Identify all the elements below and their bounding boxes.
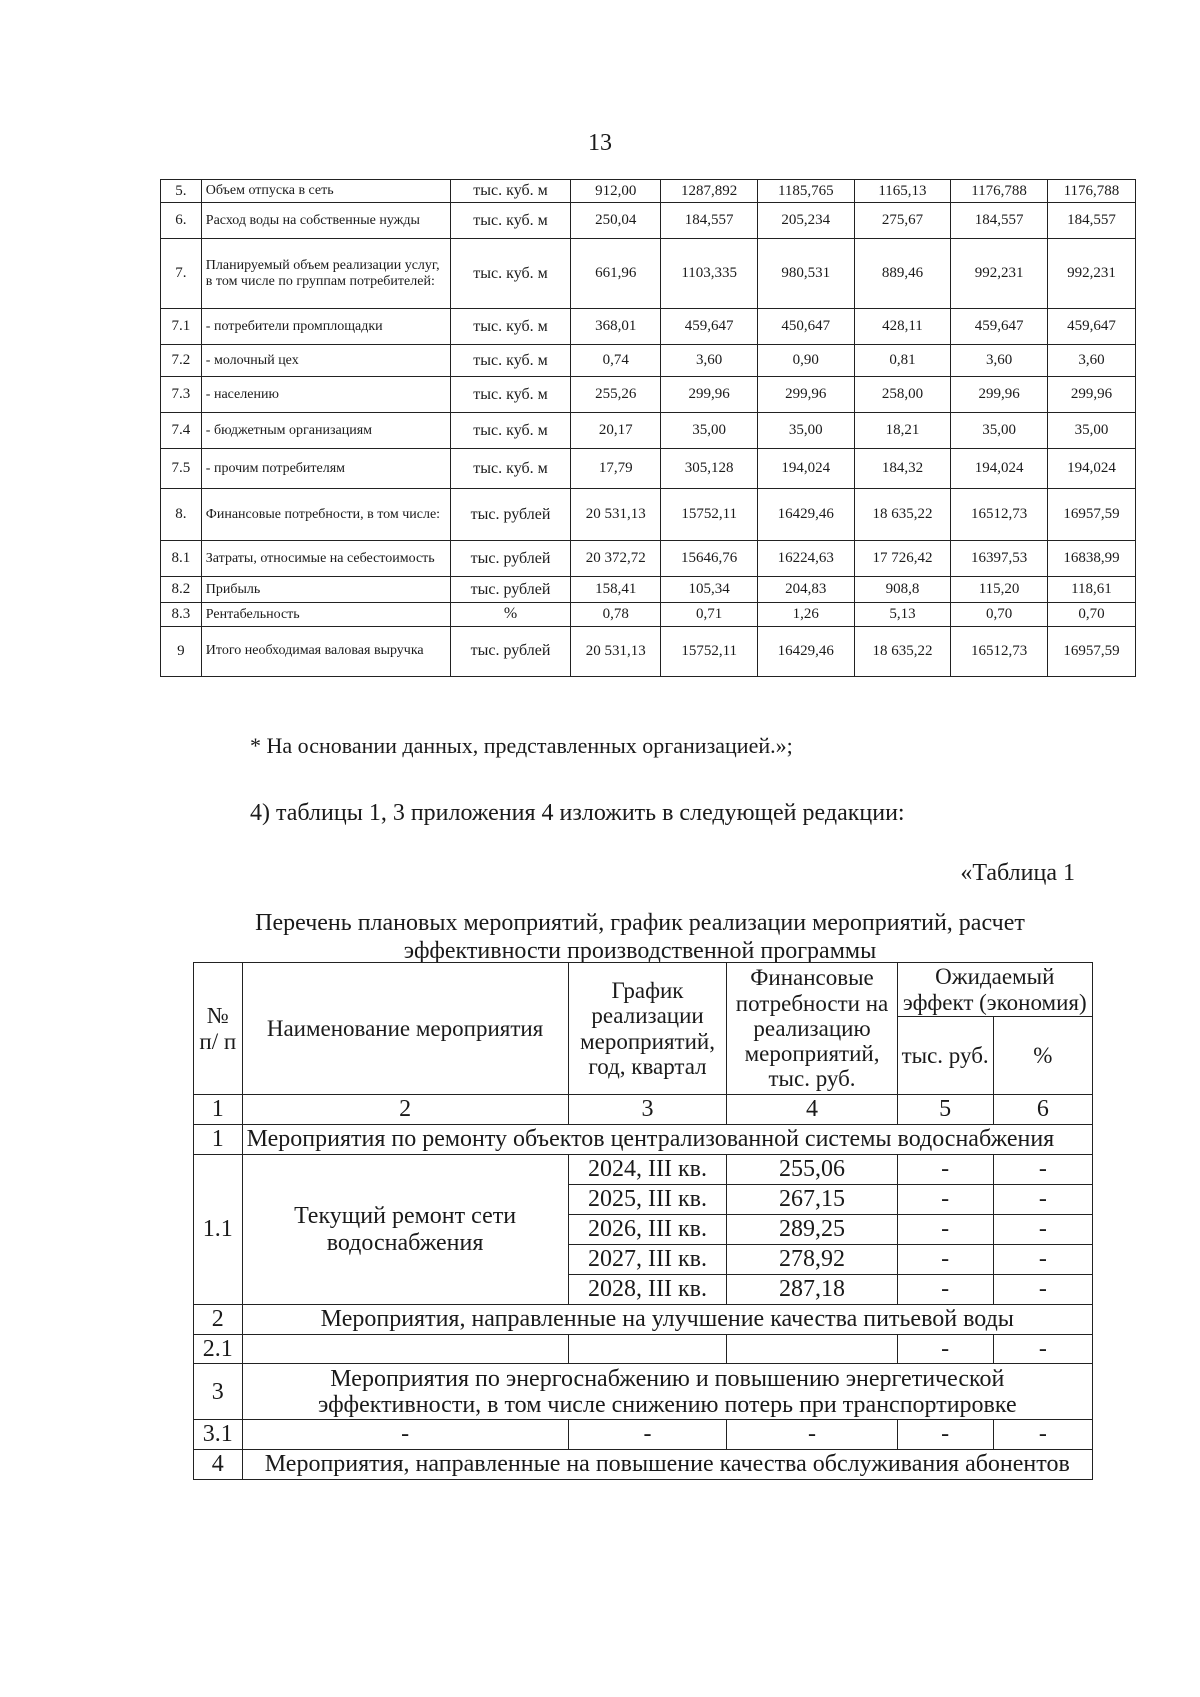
row-value: 0,78: [571, 603, 661, 626]
row-value: 0,70: [951, 603, 1048, 626]
row-index: 6.: [161, 203, 202, 239]
row-value: 16512,73: [951, 626, 1048, 676]
row-index: 7.: [161, 239, 202, 309]
row-value: 1176,788: [951, 180, 1048, 203]
row-value: 5,13: [854, 603, 951, 626]
row-value: 35,00: [951, 413, 1048, 449]
row-value: 115,20: [951, 577, 1048, 603]
row-value: 194,024: [757, 449, 854, 489]
item-amount: 267,15: [727, 1185, 897, 1215]
item-effect-rub: -: [897, 1155, 993, 1185]
col-number: 1: [194, 1095, 243, 1125]
item-effect-rub: -: [897, 1185, 993, 1215]
row-value: 118,61: [1047, 577, 1135, 603]
row-value: 194,024: [1047, 449, 1135, 489]
row-value: 912,00: [571, 180, 661, 203]
item-period: 2026, III кв.: [568, 1215, 727, 1245]
item-name: [242, 1335, 568, 1364]
item-effect-rub: -: [897, 1215, 993, 1245]
financial-row: [161, 449, 1136, 489]
row-value: 1176,788: [1047, 180, 1135, 203]
row-value: 992,231: [951, 239, 1048, 309]
row-value: 184,557: [661, 203, 758, 239]
section-row: [194, 1364, 1093, 1420]
row-value: 992,231: [1047, 239, 1135, 309]
item-period: -: [568, 1420, 727, 1449]
row-value: 299,96: [757, 377, 854, 413]
item-amount: 289,25: [727, 1215, 897, 1245]
row-value: 158,41: [571, 577, 661, 603]
item-effect-pct: -: [993, 1335, 1092, 1364]
item-num: 3.1: [194, 1420, 243, 1449]
row-index: 8.3: [161, 603, 202, 626]
row-value: 250,04: [571, 203, 661, 239]
table-label: «Таблица 1: [960, 860, 1075, 886]
row-value: 205,234: [757, 203, 854, 239]
financial-row: [161, 413, 1136, 449]
item-row: [194, 1420, 1093, 1449]
row-index: 7.2: [161, 345, 202, 377]
row-value: 275,67: [854, 203, 951, 239]
table-title: Перечень плановых мероприятий, график реализации мероприятий, расчет эффективности производственной программы: [255, 910, 1025, 964]
instruction-text: 4) таблицы 1, 3 приложения 4 изложить в следующей редакции:: [250, 800, 905, 826]
financial-table: [160, 179, 1136, 677]
header-effect: Ожидаемый эффект (экономия): [897, 963, 1092, 1017]
measures-table: [193, 962, 1093, 1480]
footnote: * На основании данных, представленных организацией.»;: [250, 733, 793, 758]
row-value: 204,83: [757, 577, 854, 603]
item-amount: [727, 1335, 897, 1364]
row-value: 980,531: [757, 239, 854, 309]
header-schedule: График реализации мероприятий, год, квартал: [568, 963, 727, 1095]
row-unit: тыс. куб. м: [450, 345, 570, 377]
financial-row: [161, 626, 1136, 676]
item-amount: 278,92: [727, 1245, 897, 1275]
item-effect-rub: -: [897, 1245, 993, 1275]
row-index: 7.3: [161, 377, 202, 413]
row-value: 17 726,42: [854, 541, 951, 577]
row-name: Прибыль: [201, 577, 450, 603]
financial-row: [161, 345, 1136, 377]
row-value: 1185,765: [757, 180, 854, 203]
row-index: 8.: [161, 489, 202, 541]
row-index: 5.: [161, 180, 202, 203]
section-title: Мероприятия по энергоснабжению и повышению энергетической эффективности, в том числе снижению потерь при транспортировке: [242, 1364, 1092, 1420]
row-index: 9: [161, 626, 202, 676]
row-value: 16429,46: [757, 489, 854, 541]
item-name: -: [242, 1420, 568, 1449]
row-value: 194,024: [951, 449, 1048, 489]
col-number: 3: [568, 1095, 727, 1125]
row-value: 35,00: [661, 413, 758, 449]
financial-row: [161, 377, 1136, 413]
row-value: 15646,76: [661, 541, 758, 577]
section-title: Мероприятия по ремонту объектов централизованной системы водоснабжения: [242, 1125, 1092, 1155]
item-period: 2027, III кв.: [568, 1245, 727, 1275]
row-index: 7.1: [161, 309, 202, 345]
row-value: 16957,59: [1047, 626, 1135, 676]
row-name: - молочный цех: [201, 345, 450, 377]
row-name: Объем отпуска в сеть: [201, 180, 450, 203]
row-value: 3,60: [1047, 345, 1135, 377]
section-num: 2: [194, 1305, 243, 1335]
header-num: № п/ п: [194, 963, 243, 1095]
row-index: 8.2: [161, 577, 202, 603]
row-index: 7.5: [161, 449, 202, 489]
row-value: 0,90: [757, 345, 854, 377]
col-number: 6: [993, 1095, 1092, 1125]
row-unit: тыс. рублей: [450, 577, 570, 603]
item-period: 2024, III кв.: [568, 1155, 727, 1185]
row-value: 105,34: [661, 577, 758, 603]
row-value: 0,71: [661, 603, 758, 626]
row-value: 661,96: [571, 239, 661, 309]
row-value: 18,21: [854, 413, 951, 449]
row-name: Рентабельность: [201, 603, 450, 626]
row-value: 184,32: [854, 449, 951, 489]
row-value: 16512,73: [951, 489, 1048, 541]
col-number: 4: [727, 1095, 897, 1125]
row-unit: тыс. куб. м: [450, 377, 570, 413]
row-value: 459,647: [951, 309, 1048, 345]
row-value: 16429,46: [757, 626, 854, 676]
row-unit: тыс. куб. м: [450, 180, 570, 203]
row-value: 184,557: [1047, 203, 1135, 239]
row-value: 20 372,72: [571, 541, 661, 577]
row-index: 7.4: [161, 413, 202, 449]
row-value: 16957,59: [1047, 489, 1135, 541]
item-effect-pct: -: [993, 1155, 1092, 1185]
row-value: 889,46: [854, 239, 951, 309]
row-unit: тыс. куб. м: [450, 239, 570, 309]
item-num: 2.1: [194, 1335, 243, 1364]
item-period: [568, 1335, 727, 1364]
section-num: 1: [194, 1125, 243, 1155]
row-value: 908,8: [854, 577, 951, 603]
row-unit: тыс. рублей: [450, 489, 570, 541]
row-name: Расход воды на собственные нужды: [201, 203, 450, 239]
header-finance: Финансовые потребности на реализацию мероприятий, тыс. руб.: [727, 963, 897, 1095]
financial-row: [161, 180, 1136, 203]
item-row: [194, 1335, 1093, 1364]
row-name: - бюджетным организациям: [201, 413, 450, 449]
row-value: 258,00: [854, 377, 951, 413]
row-value: 459,647: [1047, 309, 1135, 345]
item-effect-pct: -: [993, 1215, 1092, 1245]
item-num: 1.1: [194, 1155, 243, 1305]
row-unit: %: [450, 603, 570, 626]
row-value: 16397,53: [951, 541, 1048, 577]
item-amount: 287,18: [727, 1275, 897, 1305]
row-value: 18 635,22: [854, 489, 951, 541]
row-index: 8.1: [161, 541, 202, 577]
section-row: [194, 1305, 1093, 1335]
section-title: Мероприятия, направленные на повышение качества обслуживания абонентов: [242, 1449, 1092, 1479]
financial-row: [161, 239, 1136, 309]
row-value: 1,26: [757, 603, 854, 626]
row-unit: тыс. рублей: [450, 541, 570, 577]
row-name: - прочим потребителям: [201, 449, 450, 489]
row-value: 35,00: [1047, 413, 1135, 449]
item-effect-rub: -: [897, 1335, 993, 1364]
row-unit: тыс. куб. м: [450, 413, 570, 449]
item-row: [194, 1155, 1093, 1185]
item-effect-pct: -: [993, 1185, 1092, 1215]
row-name: Планируемый объем реализации услуг, в том числе по группам потребителей:: [201, 239, 450, 309]
row-unit: тыс. куб. м: [450, 449, 570, 489]
row-value: 450,647: [757, 309, 854, 345]
section-num: 4: [194, 1449, 243, 1479]
row-value: 1103,335: [661, 239, 758, 309]
row-value: 184,557: [951, 203, 1048, 239]
row-value: 459,647: [661, 309, 758, 345]
row-value: 299,96: [951, 377, 1048, 413]
row-value: 0,74: [571, 345, 661, 377]
section-title: Мероприятия, направленные на улучшение качества питьевой воды: [242, 1305, 1092, 1335]
item-effect-pct: -: [993, 1275, 1092, 1305]
row-value: 35,00: [757, 413, 854, 449]
row-value: 255,26: [571, 377, 661, 413]
financial-row: [161, 309, 1136, 345]
row-value: 3,60: [951, 345, 1048, 377]
row-value: 3,60: [661, 345, 758, 377]
row-value: 1287,892: [661, 180, 758, 203]
header-effect-rub: тыс. руб.: [897, 1017, 993, 1095]
row-value: 15752,11: [661, 626, 758, 676]
row-unit: тыс. куб. м: [450, 309, 570, 345]
header-name: Наименование мероприятия: [242, 963, 568, 1095]
item-period: 2025, III кв.: [568, 1185, 727, 1215]
row-name: Затраты, относимые на себестоимость: [201, 541, 450, 577]
column-numbers-row: [194, 1095, 1093, 1125]
row-value: 1165,13: [854, 180, 951, 203]
section-num: 3: [194, 1364, 243, 1420]
financial-row: [161, 489, 1136, 541]
row-value: 20 531,13: [571, 626, 661, 676]
row-value: 18 635,22: [854, 626, 951, 676]
section-row: [194, 1125, 1093, 1155]
row-name: Финансовые потребности, в том числе:: [201, 489, 450, 541]
row-unit: тыс. куб. м: [450, 203, 570, 239]
item-effect-rub: -: [897, 1420, 993, 1449]
row-value: 305,128: [661, 449, 758, 489]
row-value: 16224,63: [757, 541, 854, 577]
row-name: Итого необходимая валовая выручка: [201, 626, 450, 676]
header-row: [194, 963, 1093, 1017]
row-unit: тыс. рублей: [450, 626, 570, 676]
row-value: 0,81: [854, 345, 951, 377]
item-effect-pct: -: [993, 1245, 1092, 1275]
row-value: 16838,99: [1047, 541, 1135, 577]
item-effect-pct: -: [993, 1420, 1092, 1449]
row-value: 20 531,13: [571, 489, 661, 541]
section-row: [194, 1449, 1093, 1479]
col-number: 5: [897, 1095, 993, 1125]
row-value: 15752,11: [661, 489, 758, 541]
financial-row: [161, 203, 1136, 239]
item-period: 2028, III кв.: [568, 1275, 727, 1305]
row-value: 20,17: [571, 413, 661, 449]
item-amount: -: [727, 1420, 897, 1449]
financial-row: [161, 541, 1136, 577]
item-amount: 255,06: [727, 1155, 897, 1185]
col-number: 2: [242, 1095, 568, 1125]
financial-row: [161, 603, 1136, 626]
row-value: 299,96: [1047, 377, 1135, 413]
page-number: 13: [588, 130, 612, 156]
row-value: 17,79: [571, 449, 661, 489]
row-value: 299,96: [661, 377, 758, 413]
financial-row: [161, 577, 1136, 603]
row-name: - населению: [201, 377, 450, 413]
row-value: 0,70: [1047, 603, 1135, 626]
item-name: Текущий ремонт сети водоснабжения: [242, 1155, 568, 1305]
financial-table-body: [161, 180, 1136, 677]
item-effect-rub: -: [897, 1275, 993, 1305]
header-effect-pct: %: [993, 1017, 1092, 1095]
row-value: 428,11: [854, 309, 951, 345]
row-name: - потребители промплощадки: [201, 309, 450, 345]
row-value: 368,01: [571, 309, 661, 345]
